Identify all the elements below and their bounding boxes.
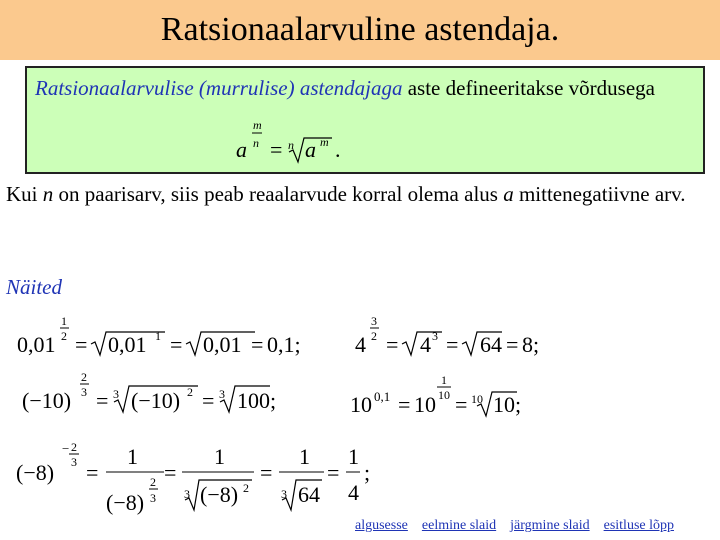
svg-text:1: 1 — [441, 373, 447, 387]
svg-text:−: − — [62, 441, 70, 456]
svg-text:10;: 10; — [493, 392, 522, 417]
nav-next-link[interactable]: järgmine slaid — [510, 518, 590, 533]
svg-text:3: 3 — [219, 387, 225, 401]
definition-box — [25, 66, 705, 174]
svg-text:2: 2 — [150, 475, 156, 489]
svg-text:4: 4 — [420, 332, 431, 357]
nav-end-link[interactable]: esitluse lõpp — [603, 518, 674, 533]
svg-text:1: 1 — [214, 444, 225, 469]
svg-text:2: 2 — [243, 481, 249, 495]
svg-text:0,01: 0,01 — [108, 332, 147, 357]
svg-text:1: 1 — [61, 314, 67, 328]
example-5 — [14, 436, 384, 520]
formula-base: a — [236, 137, 247, 162]
svg-text:3: 3 — [150, 491, 156, 505]
navigation-bar — [355, 518, 715, 534]
svg-text:=: = — [202, 388, 215, 413]
svg-text:10: 10 — [471, 392, 483, 406]
svg-text:0,1;: 0,1; — [267, 332, 301, 357]
svg-text:0,01: 0,01 — [17, 332, 56, 357]
svg-text:;: ; — [364, 460, 371, 485]
svg-text:2: 2 — [81, 370, 87, 384]
formula-exp-num: m — [253, 118, 262, 132]
svg-text:1: 1 — [299, 444, 310, 469]
svg-text:0,1: 0,1 — [374, 389, 391, 404]
svg-text:(−8): (−8) — [200, 482, 239, 507]
definition-formula — [232, 116, 372, 166]
svg-text:1: 1 — [127, 444, 138, 469]
nav-prev-link[interactable]: eelmine slaid — [421, 518, 497, 533]
svg-text:10: 10 — [414, 392, 436, 417]
svg-text:=: = — [164, 460, 177, 485]
example-2 — [350, 312, 580, 362]
svg-text:(−10): (−10) — [131, 388, 181, 413]
formula-rad-exp: m — [320, 135, 329, 149]
svg-text:100;: 100; — [237, 388, 277, 413]
svg-text:3: 3 — [113, 387, 119, 401]
svg-text:3: 3 — [432, 329, 438, 343]
svg-text:2: 2 — [371, 329, 377, 343]
slide-title: Ratsionaalarvuline astendaja. — [160, 11, 560, 48]
svg-text:1: 1 — [155, 329, 161, 343]
formula-exp-den: n — [253, 136, 259, 150]
formula-root-index: n — [288, 138, 294, 152]
svg-text:4: 4 — [348, 480, 359, 505]
nav-start-link[interactable]: algusesse — [355, 518, 408, 533]
svg-text:=: = — [455, 392, 468, 417]
svg-text:64: 64 — [298, 482, 320, 507]
var-a: a — [503, 182, 514, 206]
svg-text:8;: 8; — [522, 332, 540, 357]
svg-text:=: = — [75, 332, 88, 357]
svg-text:1: 1 — [348, 444, 359, 469]
example-1 — [15, 312, 315, 362]
svg-text:=: = — [398, 392, 411, 417]
svg-text:3: 3 — [71, 455, 77, 469]
svg-text:=: = — [446, 332, 459, 357]
svg-text:=: = — [86, 460, 99, 485]
svg-text:3: 3 — [81, 385, 87, 399]
svg-text:64: 64 — [480, 332, 502, 357]
svg-text:0,01: 0,01 — [203, 332, 242, 357]
examples-heading: Näited — [6, 275, 62, 299]
example-3 — [20, 368, 310, 418]
svg-text:=: = — [386, 332, 399, 357]
definition-rest: aste defineeritakse võrdusega — [402, 76, 655, 100]
example-4 — [345, 372, 545, 422]
svg-text:=: = — [251, 332, 264, 357]
svg-text:2: 2 — [187, 385, 193, 399]
svg-text:(−10): (−10) — [22, 388, 72, 413]
formula-rad-base: a — [305, 137, 316, 162]
svg-text:4: 4 — [355, 332, 366, 357]
svg-text:3: 3 — [281, 487, 287, 501]
svg-text:=: = — [327, 460, 340, 485]
var-n: n — [42, 182, 54, 206]
svg-text:2: 2 — [61, 329, 67, 343]
definition-text — [35, 74, 695, 102]
svg-text:10: 10 — [438, 388, 450, 402]
formula-end: . — [335, 137, 341, 162]
svg-text:2: 2 — [71, 440, 77, 454]
svg-text:=: = — [96, 388, 109, 413]
formula-eq: = — [270, 137, 283, 162]
svg-text:3: 3 — [371, 314, 377, 328]
svg-text:(−8): (−8) — [16, 460, 55, 485]
svg-text:=: = — [170, 332, 183, 357]
svg-text:10: 10 — [350, 392, 372, 417]
svg-text:=: = — [260, 460, 273, 485]
svg-text:=: = — [506, 332, 519, 357]
svg-text:3: 3 — [184, 487, 190, 501]
svg-text:(−8): (−8) — [106, 490, 145, 515]
note-text: Kui n on paarisarv, siis peab reaalarvude korral olema alus a mittenegatiivne arv. — [6, 182, 686, 206]
definition-term: Ratsionaalarvulise (murrulise) astendajaga — [35, 76, 403, 100]
